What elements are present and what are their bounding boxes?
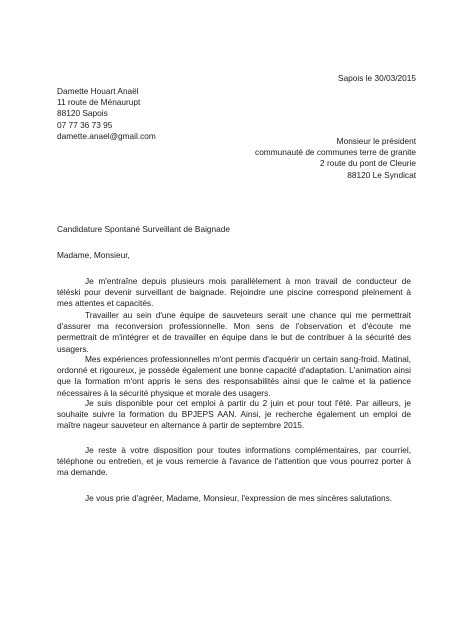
body-paragraph-5: Je reste à votre disposition pour toutes informations complémentaires, par courriel, téléphone ou entretien, et je vous remercie à l'avance de l'attention que vous pourrez porter à ma demande. bbox=[57, 445, 411, 478]
sender-email: damette.anael@gmail.com bbox=[57, 130, 156, 141]
recipient-street: 2 route du pont de Cleurie bbox=[320, 158, 416, 169]
sender-name: Damette Houart Anaël bbox=[57, 86, 139, 96]
recipient-address bbox=[255, 136, 416, 181]
letter-date: Sapois le 30/03/2015 bbox=[338, 73, 416, 83]
recipient-title: Monsieur le président bbox=[336, 136, 416, 146]
body-paragraph-1: Je m'entraîne depuis plusieurs mois parallèlement à mon travail de conducteur de téléski pour devenir surveillant de baignade. Rejoindre une piscine correspond pleinement à mes attentes et capacités. bbox=[57, 276, 411, 309]
sender-phone: 07 77 36 73 95 bbox=[57, 119, 113, 130]
body-paragraph-2: Travailler au sein d'une équipe de sauveteurs serait une chance qui me permettrait d'assurer ma reconversion professionnelle. Mon sens de l'observation et d'écoute me permettrait de m'intégrer et de travailler en équipe dans le but de contribuer à la sécurité des usagers. bbox=[57, 310, 411, 354]
sender-city: 88120 Sapois bbox=[57, 108, 108, 119]
letter-salutation: Madame, Monsieur, bbox=[57, 250, 130, 260]
recipient-city: 88120 Le Syndicat bbox=[347, 169, 416, 180]
body-paragraph-4: Je suis disponible pour cet emploi à partir du 2 juin et pour tout l'été. Par ailleurs, je souhaite suivre la formation du BPJEPS AAN. Ainsi, je recherche également un emploi de maître nageur sauveteur en alternance à partir de septembre 2015. bbox=[57, 398, 411, 431]
recipient-organization: communauté de communes terre de granite bbox=[255, 147, 416, 158]
sender-address bbox=[57, 86, 156, 142]
body-paragraph-3: Mes expériences professionnelles m'ont permis d'acquérir un certain sang-froid. Matinal, ordonné et rigoureux, je possède également une bonne capacité d'adaptation. L'animation ainsi que la formation m'ont appris le sens des responsabilités ainsi que le calme et la patience nécessaires à la sécurité physique et morale des usagers. bbox=[57, 354, 411, 398]
closing-paragraph: Je vous prie d'agréer, Madame, Monsieur, l'expression de mes sincères salutations. bbox=[85, 493, 393, 503]
letter-subject: Candidature Spontané Surveillant de Baignade bbox=[57, 224, 230, 234]
sender-street: 11 route de Ménaurupt bbox=[57, 97, 141, 108]
